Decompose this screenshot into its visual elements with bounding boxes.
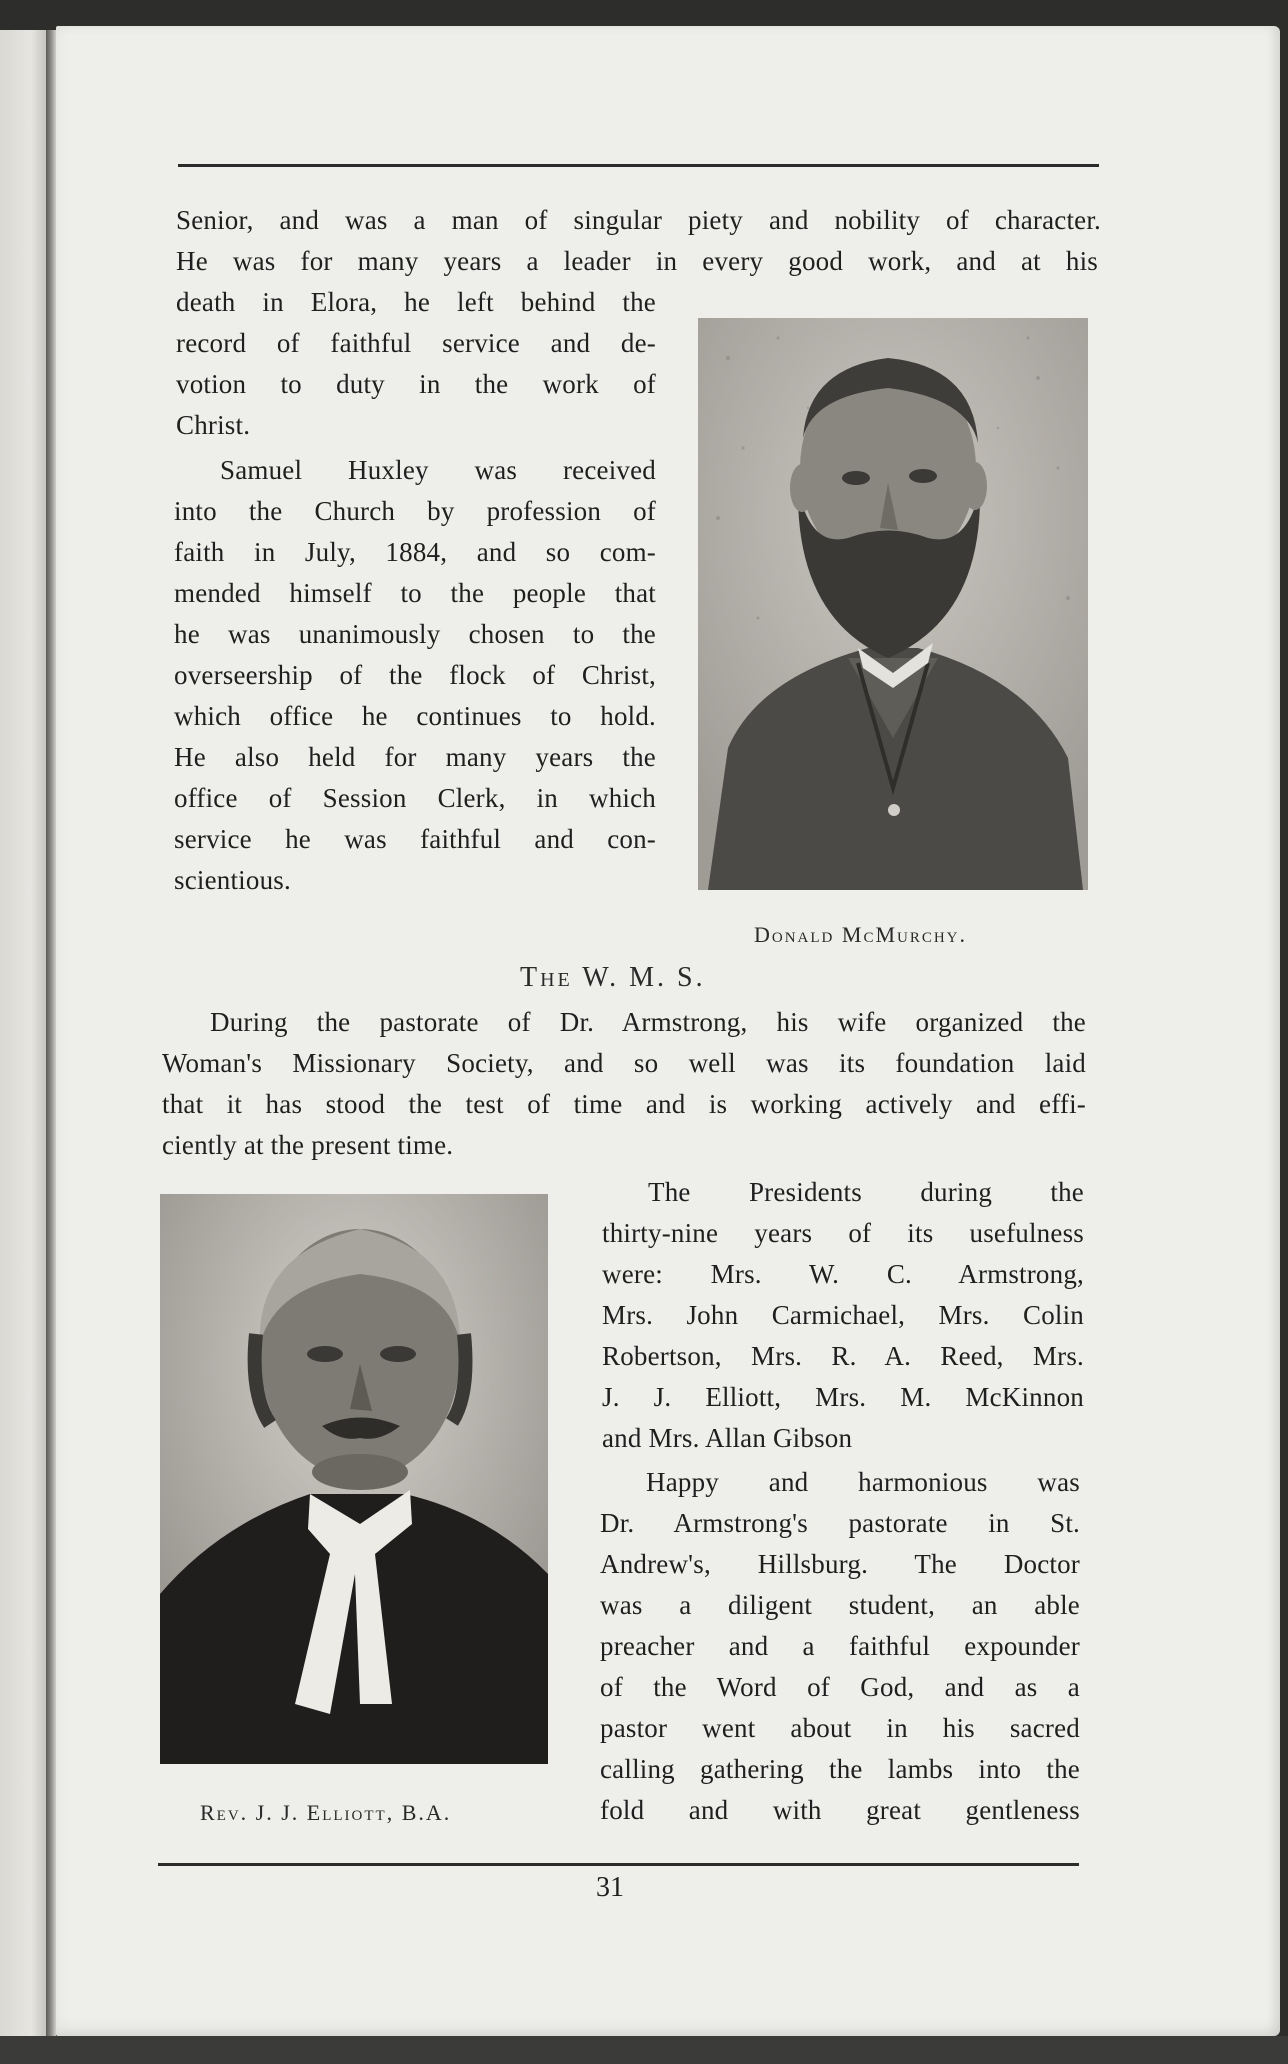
text-line: ciently at the present time.	[162, 1130, 454, 1160]
scanner-bottom-edge	[0, 2036, 1288, 2064]
text-line: scientious.	[174, 865, 291, 895]
text-line: Dr. Armstrong's pastorate in St.	[600, 1508, 1080, 1538]
wms-paragraph	[162, 1002, 1086, 1166]
text-line: Samuel Huxley was received	[220, 455, 656, 485]
text-line: Woman's Missionary Society, and so well was its foundation laid	[162, 1048, 1086, 1078]
text-line: into the Church by profession of	[174, 496, 656, 526]
section-heading-wms: The W. M. S.	[520, 962, 706, 993]
text-line: service he was faithful and con-	[174, 824, 656, 854]
footer-rule	[158, 1863, 1079, 1866]
caption-rev-elliott: Rev. J. J. Elliott, B.A.	[200, 1800, 452, 1825]
text-line: Happy and harmonious was	[646, 1467, 1080, 1497]
text-line: Mrs. John Carmichael, Mrs. Colin	[602, 1300, 1084, 1330]
facing-page-edge	[0, 30, 52, 2050]
text-line: record of faithful service and de-	[176, 328, 656, 358]
text-line: The Presidents during the	[648, 1177, 1084, 1207]
portrait-rev-elliott	[160, 1194, 548, 1764]
top-line-2	[176, 241, 1098, 282]
text-line: that it has stood the test of time and is working actively and effi-	[162, 1089, 1086, 1119]
text-line: fold and with great gentleness	[600, 1795, 1080, 1825]
portrait-donald-mcmurchy	[698, 318, 1088, 890]
text-line: overseership of the flock of Christ,	[174, 660, 656, 690]
portrait-image	[698, 318, 1088, 890]
text-line: death in Elora, he left behind the	[176, 287, 656, 317]
text-line: During the pastorate of Dr. Armstrong, his wife organized the	[210, 1007, 1086, 1037]
top-line-1	[176, 200, 1101, 241]
text-line: votion to duty in the work of	[176, 369, 656, 399]
text-line: He also held for many years the	[174, 742, 656, 772]
book-gutter	[46, 30, 56, 2050]
header-rule	[178, 164, 1099, 167]
huxley-paragraph	[174, 450, 656, 901]
portrait-image	[160, 1194, 548, 1764]
text-line: Robertson, Mrs. R. A. Reed, Mrs.	[602, 1341, 1084, 1371]
text-line: he was unanimously chosen to the	[174, 619, 656, 649]
text-line: of the Word of God, and as a	[600, 1672, 1080, 1702]
caption-donald-mcmurchy: Donald McMurchy.	[754, 922, 968, 947]
text-line: thirty-nine years of its usefulness	[602, 1218, 1084, 1248]
text-line: was a diligent student, an able	[600, 1590, 1080, 1620]
paragraph-continuation	[176, 282, 656, 446]
text-line: Christ.	[176, 410, 251, 440]
text-line: He was for many years a leader in every good work, and at his	[176, 246, 1098, 276]
text-line: were: Mrs. W. C. Armstrong,	[602, 1259, 1084, 1289]
text-line: J. J. Elliott, Mrs. M. McKinnon	[602, 1382, 1084, 1412]
page-number: 31	[596, 1872, 624, 1903]
text-line: mended himself to the people that	[174, 578, 656, 608]
text-line: and Mrs. Allan Gibson	[602, 1423, 853, 1453]
text-line: preacher and a faithful expounder	[600, 1631, 1080, 1661]
text-line: Senior, and was a man of singular piety and nobility of character.	[176, 205, 1101, 235]
text-line: faith in July, 1884, and so com-	[174, 537, 656, 567]
text-line: pastor went about in his sacred	[600, 1713, 1080, 1743]
presidents-paragraph	[602, 1172, 1084, 1459]
pastorate-paragraph	[600, 1462, 1080, 1831]
text-line: Andrew's, Hillsburg. The Doctor	[600, 1549, 1080, 1579]
text-line: which office he continues to hold.	[174, 701, 656, 731]
text-line: office of Session Clerk, in which	[174, 783, 656, 813]
text-line: calling gathering the lambs into the	[600, 1754, 1080, 1784]
